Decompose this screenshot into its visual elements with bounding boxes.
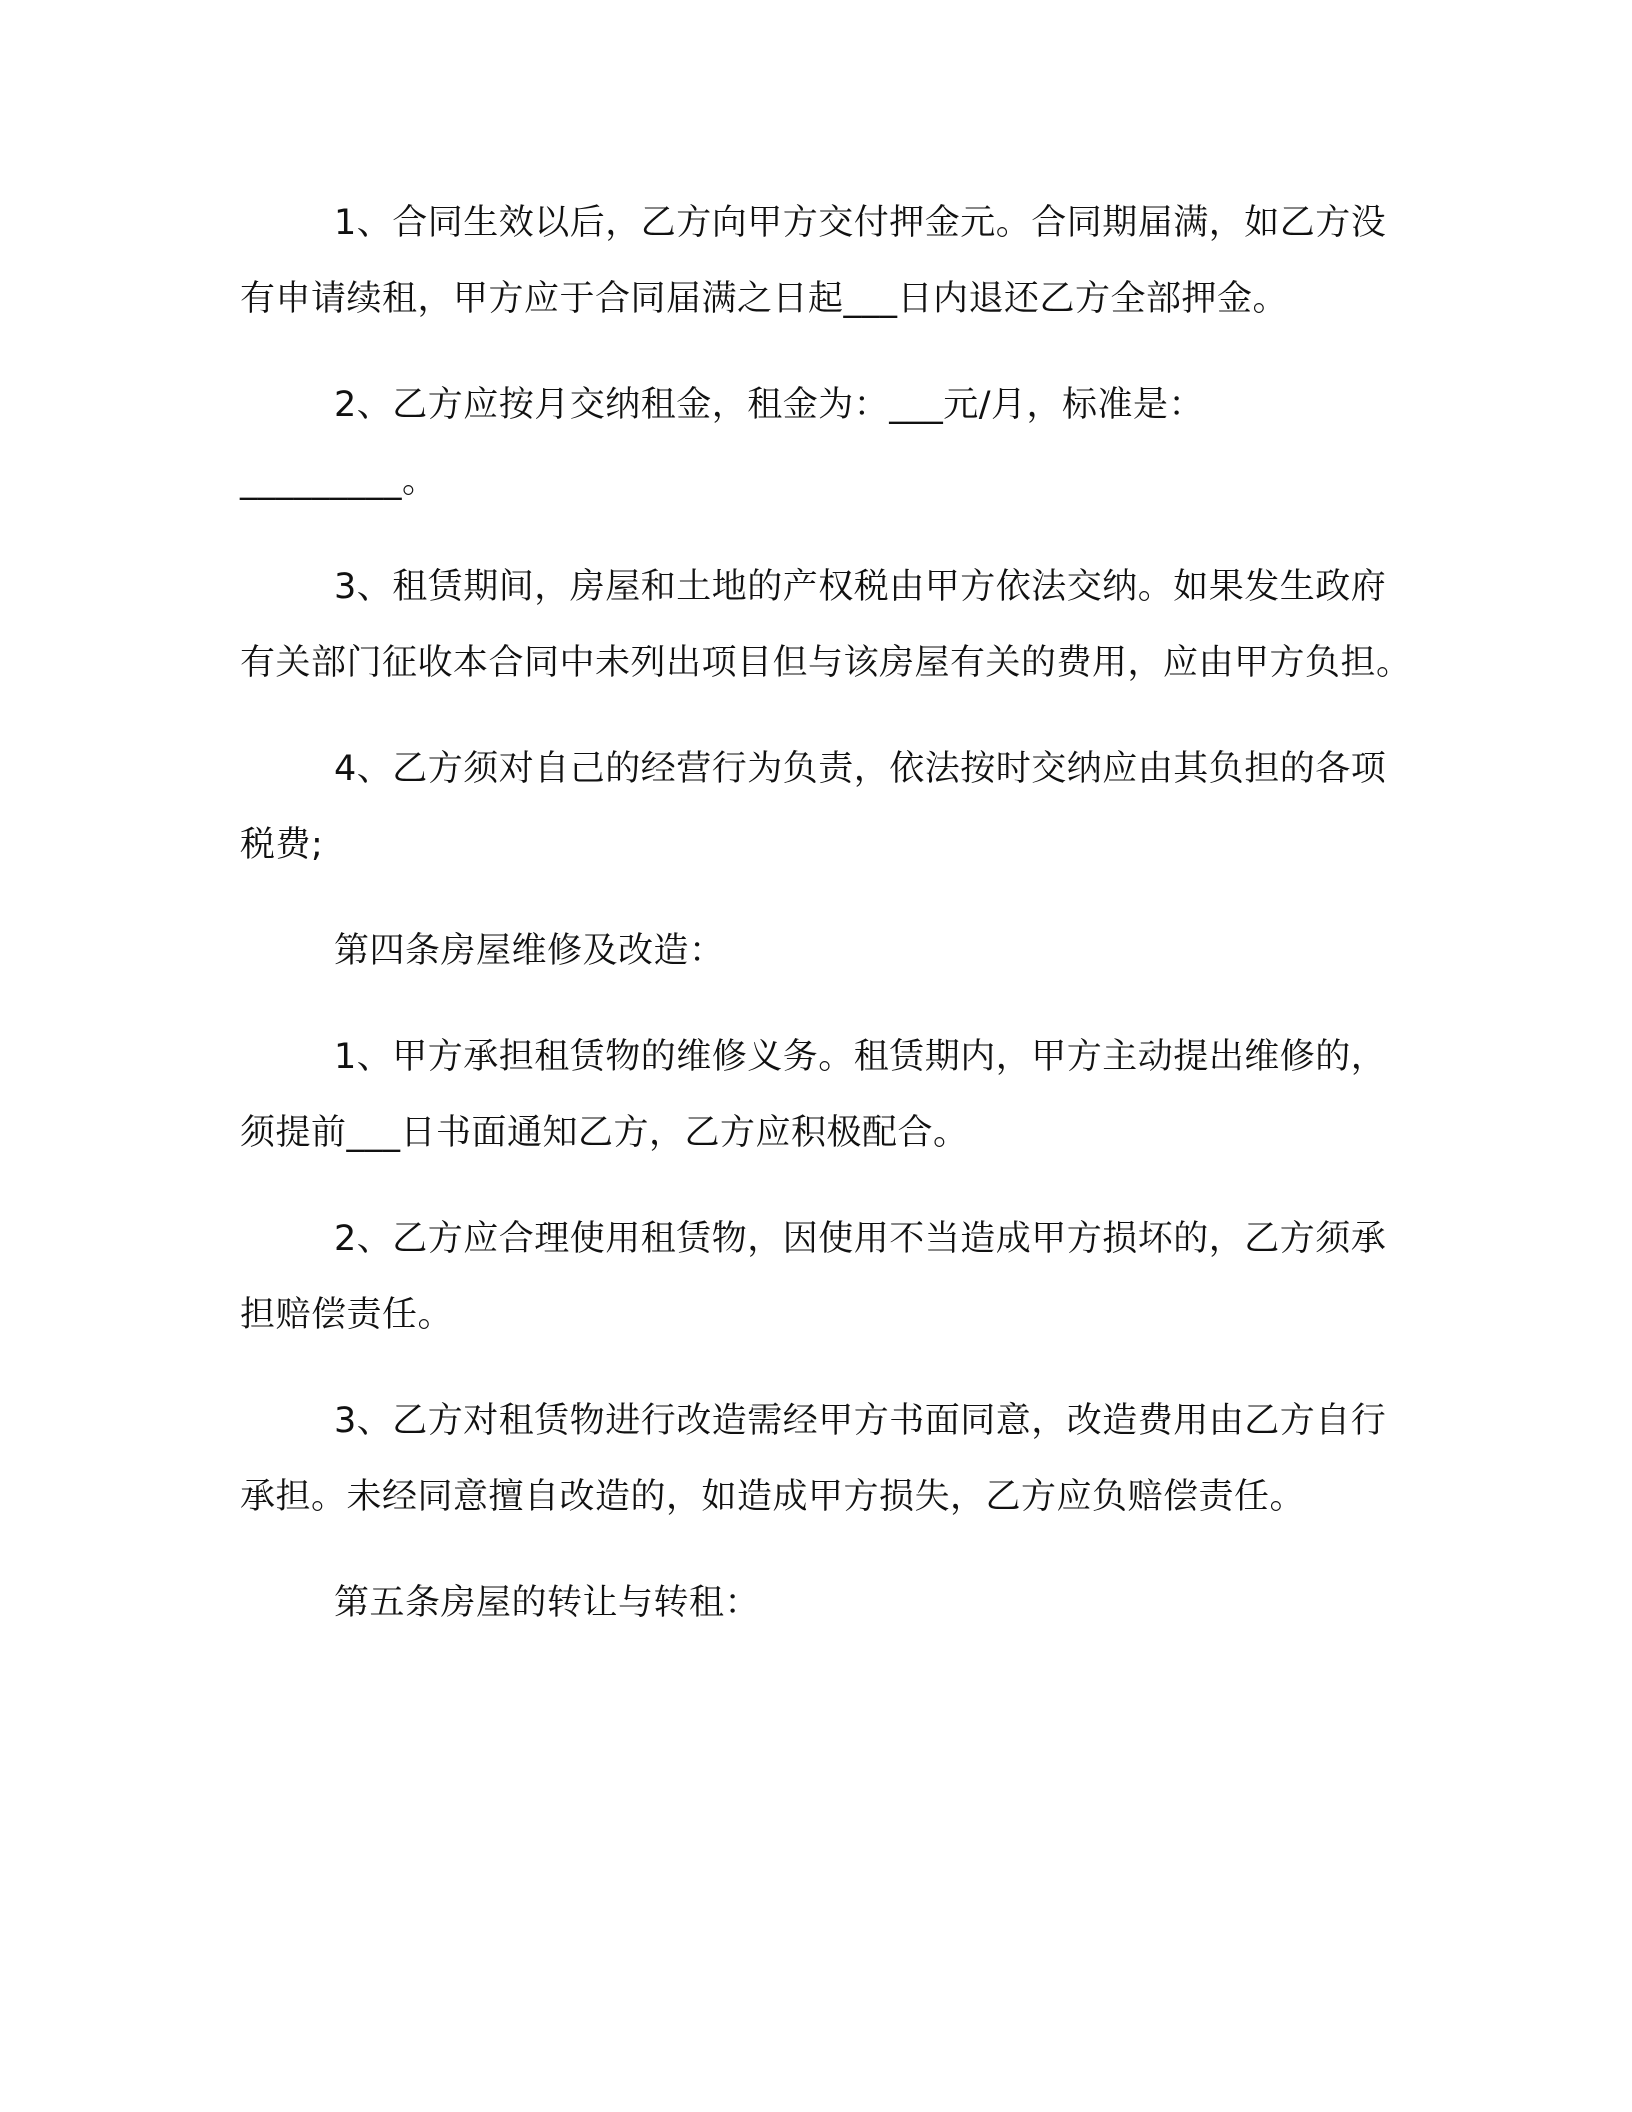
clause-rent-standard-blank: _________。: [240, 461, 438, 501]
clause-deposit-paragraph: 1、合同生效以后，乙方向甲方交付押金元。合同期届满，如乙方没有申请续租，甲方应于合同届满之日起___日内退还乙方全部押金。: [240, 203, 1387, 319]
clause-maintenance-paragraph: 1、甲方承担租赁物的维修义务。租赁期内，甲方主动提出维修的，须提前___日书面通知乙方，乙方应积极配合。: [240, 1037, 1387, 1153]
clause-renovation-paragraph: 3、乙方对租赁物进行改造需经甲方书面同意，改造费用由乙方自行承担。未经同意擅自改造的，如造成甲方损失，乙方应负赔偿责任。: [240, 1401, 1387, 1517]
clause-proper-use-paragraph: 2、乙方应合理使用租赁物，因使用不当造成甲方损坏的，乙方须承担赔偿责任。: [240, 1219, 1387, 1335]
document-body: [240, 185, 1415, 1671]
article-four-heading: 第四条房屋维修及改造：: [334, 931, 725, 971]
clause-rent-paragraph: 2、乙方应按月交纳租金，租金为：___元/月，标准是：: [334, 385, 1205, 425]
clause-property-tax-paragraph: 3、租赁期间，房屋和土地的产权税由甲方依法交纳。如果发生政府有关部门征收本合同中未列出项目但与该房屋有关的费用，应由甲方负担。: [240, 567, 1412, 683]
article-five-heading: 第五条房屋的转让与转租：: [334, 1583, 761, 1623]
clause-business-tax-paragraph: 4、乙方须对自己的经营行为负责，依法按时交纳应由其负担的各项税费;: [240, 749, 1387, 865]
